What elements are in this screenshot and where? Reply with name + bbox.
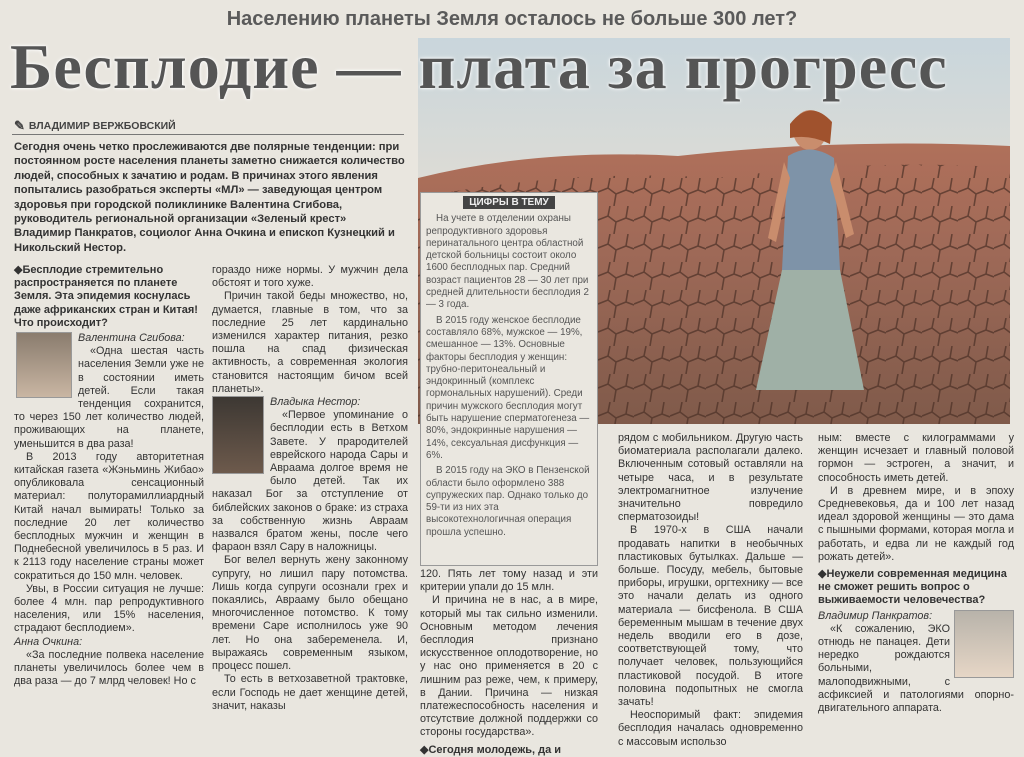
article-paragraph: В 1970-х в США начали продавать напитки в необычных пластиковых бутылках. Дальше — больше. Посуду, мебель, бытовые приборы, игрушки, оргтехнику — все это начали делать из одного материала — бисфенола. В США беременным мышам в течение двух недель вводили его в дозе, соответствующей тому, что получает человек, пользующийся пластиковой посудой. В итоге половина подопытных не смогла зачать! bbox=[618, 524, 803, 709]
author-name: ВЛАДИМИР ВЕРЖБОВСКИЙ bbox=[28, 120, 176, 132]
article-paragraph: рядом с мобильником. Другую часть биоматериала располагали далеко. Включенным сотовый оставляли на четыре часа, и в результате электромагнитное излучение значительно повредило сперматозоиды! bbox=[618, 432, 803, 524]
article-paragraph: В 2013 году авторитетная китайская газета «Жэньминь Жибао» опубликовала сенсационный материал: полуторамиллиардный Китай начал вымирать! Только за последние 20 лет количество бесплодных мужчин и женщин в Поднебесной увеличилось в 5 раз. И к 2113 году население страны может сократиться до 150 млн. человек. bbox=[14, 450, 204, 582]
speaker-name: Валентина Сгибова: bbox=[78, 332, 185, 345]
article-paragraph: И в древнем мире, и в эпоху Средневековья, да и 100 лет назад идеал здоровой женщины — это дама с пышными формами, которая могла и работать, и едва ли не каждый год рожать детей». bbox=[818, 484, 1014, 563]
column-5 bbox=[818, 432, 1014, 737]
speaker-name: Анна Очкина: bbox=[14, 635, 83, 648]
article-paragraph: «Одна шестая часть населения Земли уже не в состоянии иметь детей. Если такая тенденция сохранится, то через 150 лет количество людей, проживающих на планете, уменьшится в два раза! bbox=[14, 345, 204, 450]
byline-rule bbox=[12, 134, 404, 135]
column-4 bbox=[618, 432, 803, 748]
kicker: Населению планеты Земля осталось не больше 300 лет? bbox=[226, 8, 798, 30]
article-paragraph: 120. Пять лет тому назад и эти критерии упали до 15 млн. bbox=[420, 568, 598, 594]
article-paragraph: И причина не в нас, а в мире, который мы так сильно изменили. Основным методом лечения бесплодия признано искусственное оплодотворение, но у нас оно применяется в 20 с лишним раз реже, чем, к примеру, в Дании. Причина — низкая платежеспособность населения и отсутствие должной поддержки со стороны государства». bbox=[420, 594, 598, 739]
sidebar-paragraph: На учете в отделении охраны репродуктивного здоровья перинатального центра областной детской больницы состоит около 1600 бесплодных пар. Средний возраст пациентов 28 — 30 лет при средней длительности бесплодия 2 — 3 года. bbox=[426, 213, 589, 311]
speaker-name: Владыка Нестор: bbox=[270, 396, 361, 409]
column-1 bbox=[14, 264, 204, 737]
sidebar-paragraph: В 2015 году на ЭКО в Пензенской области было оформлено 388 супружеских пар. Однако только до 59-ти из них эта высокотехнологичная операция прошла успешно. bbox=[426, 465, 590, 538]
article-paragraph: гораздо ниже нормы. У мужчин дела обстоят и того хуже. bbox=[212, 264, 408, 290]
column-2 bbox=[212, 264, 408, 737]
article-paragraph: ным: вместе с килограммами у женщин исчезает и главный половой гормон — эстроген, а значит, и способность иметь детей. bbox=[818, 432, 1014, 484]
article-paragraph: Бог велел вернуть жену законному супругу, но лишил пару потомства. Лишь когда супруги осознали грех и покаялись, Аврааму было обещано многочисленное потомство. К тому времени Саре исполнилось уже 90 лет. Но она забеременела. И, выражаясь современным языком, процесс пошел. bbox=[212, 554, 408, 673]
sidebar-title: ЦИФРЫ В ТЕМУ bbox=[426, 197, 592, 209]
article-paragraph: Увы, в России ситуация не лучше: более 4 млн. пар репродуктивного населения, или 15% населения, страдают бесплодием». bbox=[14, 582, 204, 635]
question-heading: ◆ Сегодня молодежь, да и bbox=[420, 744, 598, 757]
byline bbox=[14, 118, 176, 134]
speaker-name: Владимир Панкратов: bbox=[818, 609, 933, 622]
portrait-pankratov bbox=[954, 610, 1014, 678]
portrait-sgibova bbox=[16, 332, 72, 398]
article-paragraph: Причин такой беды множество, но, думается, главные в том, что за последние 25 лет кардинально изменился характер питания, резко пошла на спад физическая активность, а современная экология становится настоящим бичом всей планеты». bbox=[212, 290, 408, 395]
article-paragraph: Неоспоримый факт: эпидемия бесплодия началась одновременно с массовым использо bbox=[618, 709, 803, 748]
article-paragraph: То есть в ветхозаветной трактовке, если Господь не дает женщине детей, значит, наказы bbox=[212, 673, 408, 712]
column-3 bbox=[420, 568, 598, 756]
article-paragraph: «К сожалению, ЭКО отнюдь не панацея. Дети нередко рождаются больными, малоподвижными, с асфиксией и патологиями опорно-двигательного аппарата. bbox=[818, 622, 1014, 715]
portrait-nestor bbox=[212, 396, 264, 474]
question-heading: ◆ Неужели современная медицина не сможет решить вопрос о выживаемости человечества? bbox=[818, 568, 1014, 608]
question-heading: ◆ Бесплодие стремительно распространяется по планете Земля. Эта эпидемия коснулась даже африканских стран и Китая! Что происходит? bbox=[14, 264, 204, 330]
facts-sidebar bbox=[420, 192, 598, 566]
sidebar-paragraph: В 2015 году женское бесплодие составляло 68%, мужское — 19%, смешанное — 13%. Основные факторы бесплодия у женщин: трубно-перитонеальный и эндокринный (комплекс гормональных нарушений). Среди причин мужского бесплодия могут быть нарушение сперматогенеза — 80%, эндокринные нарушения — 14%, сексуальная дисфункция — 6%. bbox=[426, 314, 590, 461]
author-mark-icon: ✎ bbox=[14, 118, 25, 133]
article-paragraph: «Первое упоминание о бесплодии есть в Ветхом Завете. У прародителей еврейского народа Сары и Авраама долгое время не было детей. Так их наказал Бог за отступление от библейских законов о браке: из страха за собственную жизнь Авраам назвался братом жены, после чего фараон взял Сару в наложницы. bbox=[212, 409, 408, 554]
lead-paragraph: Сегодня очень четко прослеживаются две полярные тенденции: при постоянном росте населения планеты заметно снижается количество людей, способных к зачатию и родам. В причинах этого явления попытались разобраться эксперты «МЛ» — заведующая центром здоровья при городской поликлинике Валентина Сгибова, руководитель региональной организации «Зеленый крест» Владимир Панкратов, социолог Анна Очкина и епископ Кузнецкий и Никольский Нестор. bbox=[14, 141, 405, 254]
headline: Бесплодие — плата за прогресс bbox=[10, 31, 948, 102]
article-paragraph: «За последние полвека население планеты увеличилось более чем в два раза — до 7 млрд человек! Но с bbox=[14, 648, 204, 688]
